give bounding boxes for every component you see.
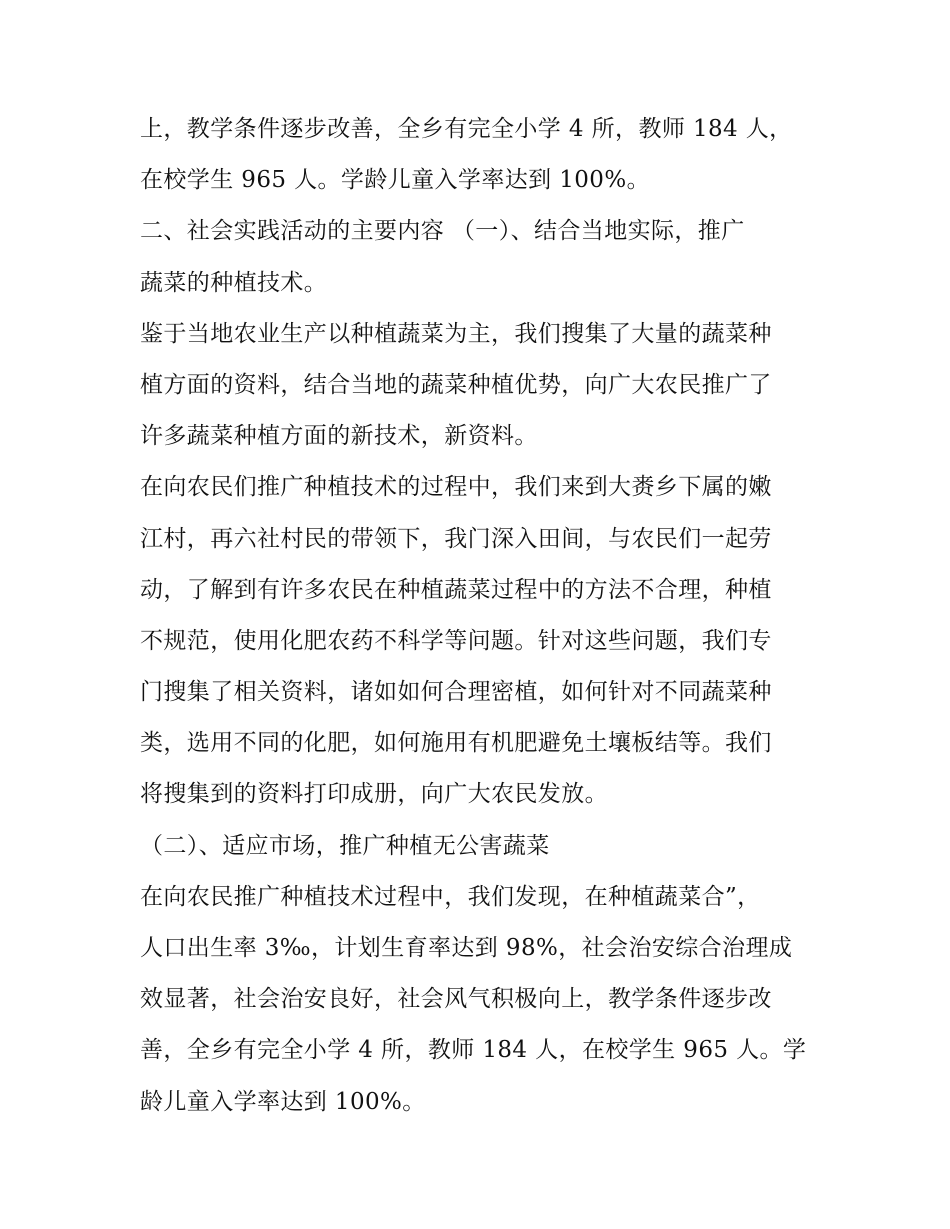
text-line: 将搜集到的资料打印成册，向广大农民发放。 — [140, 781, 608, 808]
section-heading-line: 二、社会实践活动的主要内容 （一）、结合当地实际，推广 — [140, 218, 745, 245]
text-line: 人口出生率 3‰，计划生育率达到 98%，社会治安综合治理成 — [140, 935, 793, 961]
text-line: 动，了解到有许多农民在种植蔬菜过程中的方法不合理，种植 — [140, 576, 772, 603]
subsection-heading-line: （二）、适应市场，推广种植无公害蔬菜 — [140, 832, 550, 859]
text-line: 在校学生 965 人。学龄儿童入学率达到 100%。 — [140, 167, 650, 194]
section-heading-line: 蔬菜的种植技术。 — [140, 269, 328, 296]
text-line: 鉴于当地农业生产以种植蔬菜为主，我们搜集了大量的蔬菜种 — [140, 320, 772, 347]
text-line: 善，全乡有完全小学 4 所，教师 184 人，在校学生 965 人。学 — [140, 1037, 807, 1064]
body-text — [140, 104, 820, 1128]
text-line: 类，选用不同的化肥，如何施用有机肥避免土壤板结等。我们 — [140, 730, 772, 757]
text-line: 门搜集了相关资料，诸如如何合理密植，如何针对不同蔬菜种 — [140, 679, 772, 706]
text-line: 不规范，使用化肥农药不科学等问题。针对这些问题，我们专 — [140, 627, 772, 654]
text-line: 效显著，社会治安良好，社会风气积极向上，教学条件逐步改 — [140, 986, 772, 1013]
text-line: 植方面的资料，结合当地的蔬菜种植优势，向广大农民推广了 — [140, 371, 772, 398]
text-line: 龄儿童入学率达到 100%。 — [140, 1088, 426, 1115]
text-line: 在向农民推广种植技术过程中，我们发现，在种植蔬菜合”， — [140, 883, 761, 910]
text-line: 上，教学条件逐步改善，全乡有完全小学 4 所，教师 184 人， — [140, 116, 793, 142]
text-line: 江村，再六社村民的带领下，我门深入田间，与农民们一起劳 — [140, 525, 772, 552]
text-line: 在向农民们推广种植技术的过程中，我们来到大赉乡下属的嫩 — [140, 474, 772, 501]
text-line: 许多蔬菜种植方面的新技术，新资料。 — [140, 423, 538, 450]
